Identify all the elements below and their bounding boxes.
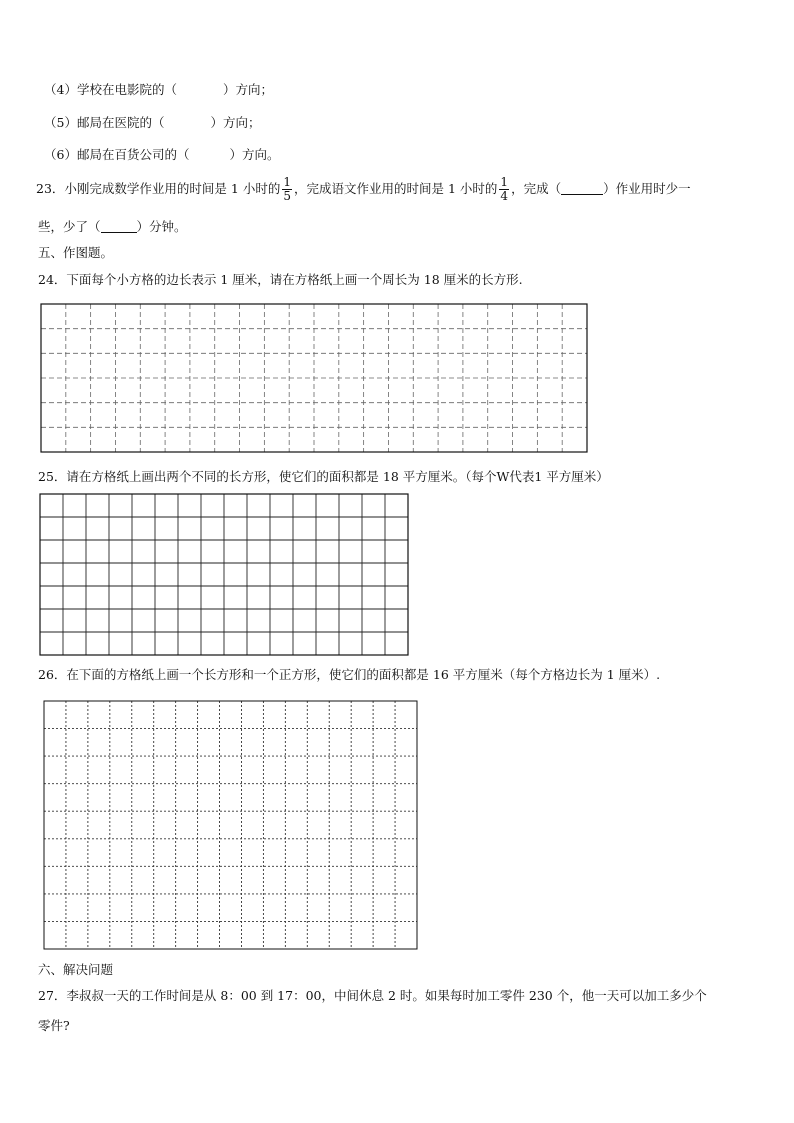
answer-blank[interactable] xyxy=(561,182,603,195)
q23-unit2: 1 xyxy=(444,181,460,196)
fraction-numerator: 1 xyxy=(500,175,509,189)
q23-part4: 小时的 xyxy=(459,181,498,196)
section-6-heading: 六、解决问题 xyxy=(38,962,114,977)
fraction-denominator: 4 xyxy=(500,189,509,203)
q23-line1 xyxy=(36,172,691,206)
q22-item-5-post: ）方向； xyxy=(210,115,261,130)
q22-item-6-pre: （6）邮局在百货公司的（ xyxy=(44,147,190,162)
q23-line2-pre: 些，少了（ xyxy=(38,219,101,234)
q23-unit1: 1 xyxy=(226,181,243,196)
q23-number: 23． xyxy=(36,181,65,196)
section-5-heading: 五、作图题。 xyxy=(38,245,114,260)
q24-text: 24．下面每个小方格的边长表示 1 厘米，请在方格纸上画一个周长为 18 厘米的长方形. xyxy=(38,272,523,287)
grid-outer-border xyxy=(44,701,417,949)
answer-blank[interactable] xyxy=(101,220,137,233)
q23-part1: 小刚完成数学作业用的时间是 xyxy=(64,181,227,196)
q25-text: 25．请在方格纸上画出两个不同的长方形，使它们的面积都是 18 平方厘米。（每个W代表1 平方厘米） xyxy=(38,469,609,484)
q23-part5: ，完成（ xyxy=(511,181,562,196)
fraction-one-fourth xyxy=(499,176,509,203)
fraction-denominator: 5 xyxy=(283,189,291,203)
q23-part3: ，完成语文作业用的时间是 xyxy=(293,181,444,196)
fraction-numerator: 1 xyxy=(283,175,291,189)
q22-item-4-post: ）方向； xyxy=(222,82,273,97)
q27-line1: 27．李叔叔一天的工作时间是从 8：00 到 17：00，中间休息 2 时。如果每时加工零件 230 个，他一天可以加工多少个 xyxy=(38,988,707,1003)
q22-item-5 xyxy=(44,114,260,132)
q22-item-6-post: ）方向。 xyxy=(229,147,280,162)
q23-line2 xyxy=(38,218,187,236)
grid-paper-q26[interactable] xyxy=(43,700,418,950)
q22-item-4-pre: （4）学校在电影院的（ xyxy=(44,82,177,97)
q27-line2: 零件? xyxy=(38,1018,70,1033)
q22-item-5-pre: （5）邮局在医院的（ xyxy=(44,115,165,130)
fraction-one-fifth xyxy=(282,176,292,203)
q22-item-6 xyxy=(44,146,279,164)
grid-paper-q25[interactable] xyxy=(39,493,409,656)
q23-part2: 小时的 xyxy=(242,181,281,196)
q23-line2-post: ）分钟。 xyxy=(136,219,187,234)
q26-text: 26．在下面的方格纸上画一个长方形和一个正方形，使它们的面积都是 16 平方厘米（每个方格边长为 1 厘米）. xyxy=(38,667,661,682)
grid-paper-q24[interactable] xyxy=(40,303,588,453)
q23-part6: ）作业用时少一 xyxy=(603,181,691,196)
q22-item-4 xyxy=(44,81,273,99)
